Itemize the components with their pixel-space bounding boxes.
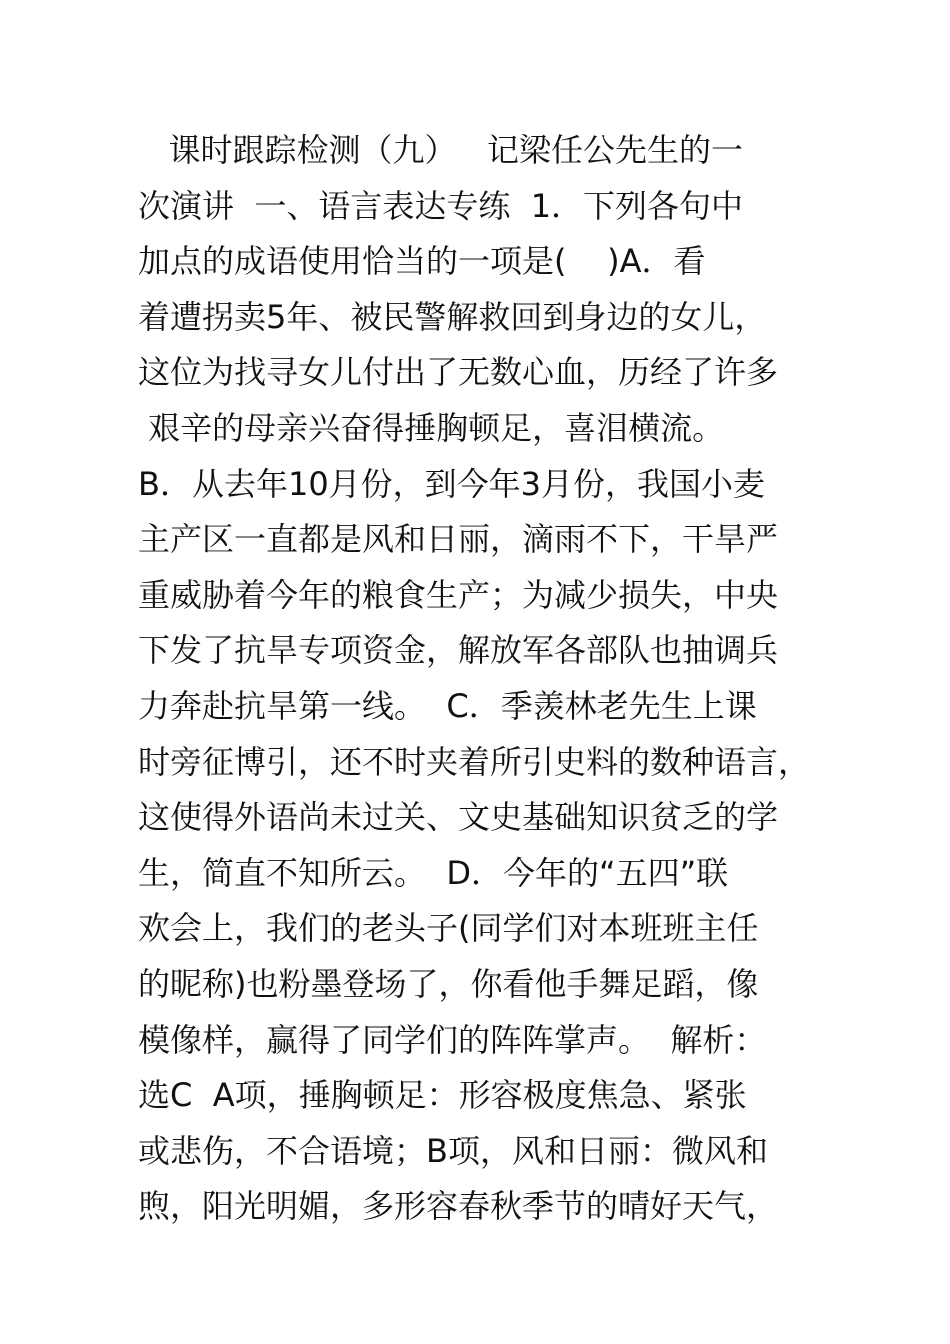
text-line: 模像样，赢得了同学们的阵阵掌声。 解析：: [138, 1020, 767, 1059]
text-line: B．从去年10月份，到今年3月份，我国小麦: [138, 464, 766, 503]
text-line: 次演讲 一、语言表达专练 1．下列各句中: [138, 186, 744, 225]
text-line: 力奔赴抗旱第一线。 C．季羡林老先生上课: [138, 686, 757, 725]
text-line: 课时跟踪检测（九） 记梁任公先生的一: [138, 131, 744, 169]
text-line: 重威胁着今年的粮食生产；为减少损失，中央: [138, 575, 779, 614]
text-line: 时旁征博引，还不时夹着所引史料的数种语言，: [138, 742, 811, 781]
text-line: 艰辛的母亲兴奋得捶胸顿足，喜泪横流。: [138, 408, 725, 447]
text-line: 生，简直不知所云。 D．今年的“五四”联: [138, 853, 729, 892]
text-line: 这位为找寻女儿付出了无数心血，历经了许多: [138, 353, 779, 392]
text-line: 这使得外语尚未过关、文史基础知识贫乏的学: [138, 798, 779, 837]
text-line: 欢会上，我们的老头子(同学们对本班班主任: [138, 909, 759, 948]
text-line: 加点的成语使用恰当的一项是( )A．看: [138, 242, 706, 281]
text-line: 主产区一直都是风和日丽，滴雨不下，干旱严: [138, 520, 779, 559]
document-text: [138, 123, 838, 1235]
text-line: 的昵称)也粉墨登场了，你看他手舞足蹈，像: [138, 964, 759, 1003]
text-line: 煦，阳光明媚，多形容春秋季节的晴好天气，: [138, 1187, 779, 1226]
text-line: 选C A项，捶胸顿足：形容极度焦急、紧张: [138, 1076, 747, 1115]
text-line: 着遭拐卖5年、被民警解救回到身边的女儿，: [138, 297, 767, 336]
text-line: 下发了抗旱专项资金，解放军各部队也抽调兵: [138, 631, 779, 670]
text-line: 或悲伤，不合语境；B项，风和日丽：微风和: [138, 1131, 768, 1170]
